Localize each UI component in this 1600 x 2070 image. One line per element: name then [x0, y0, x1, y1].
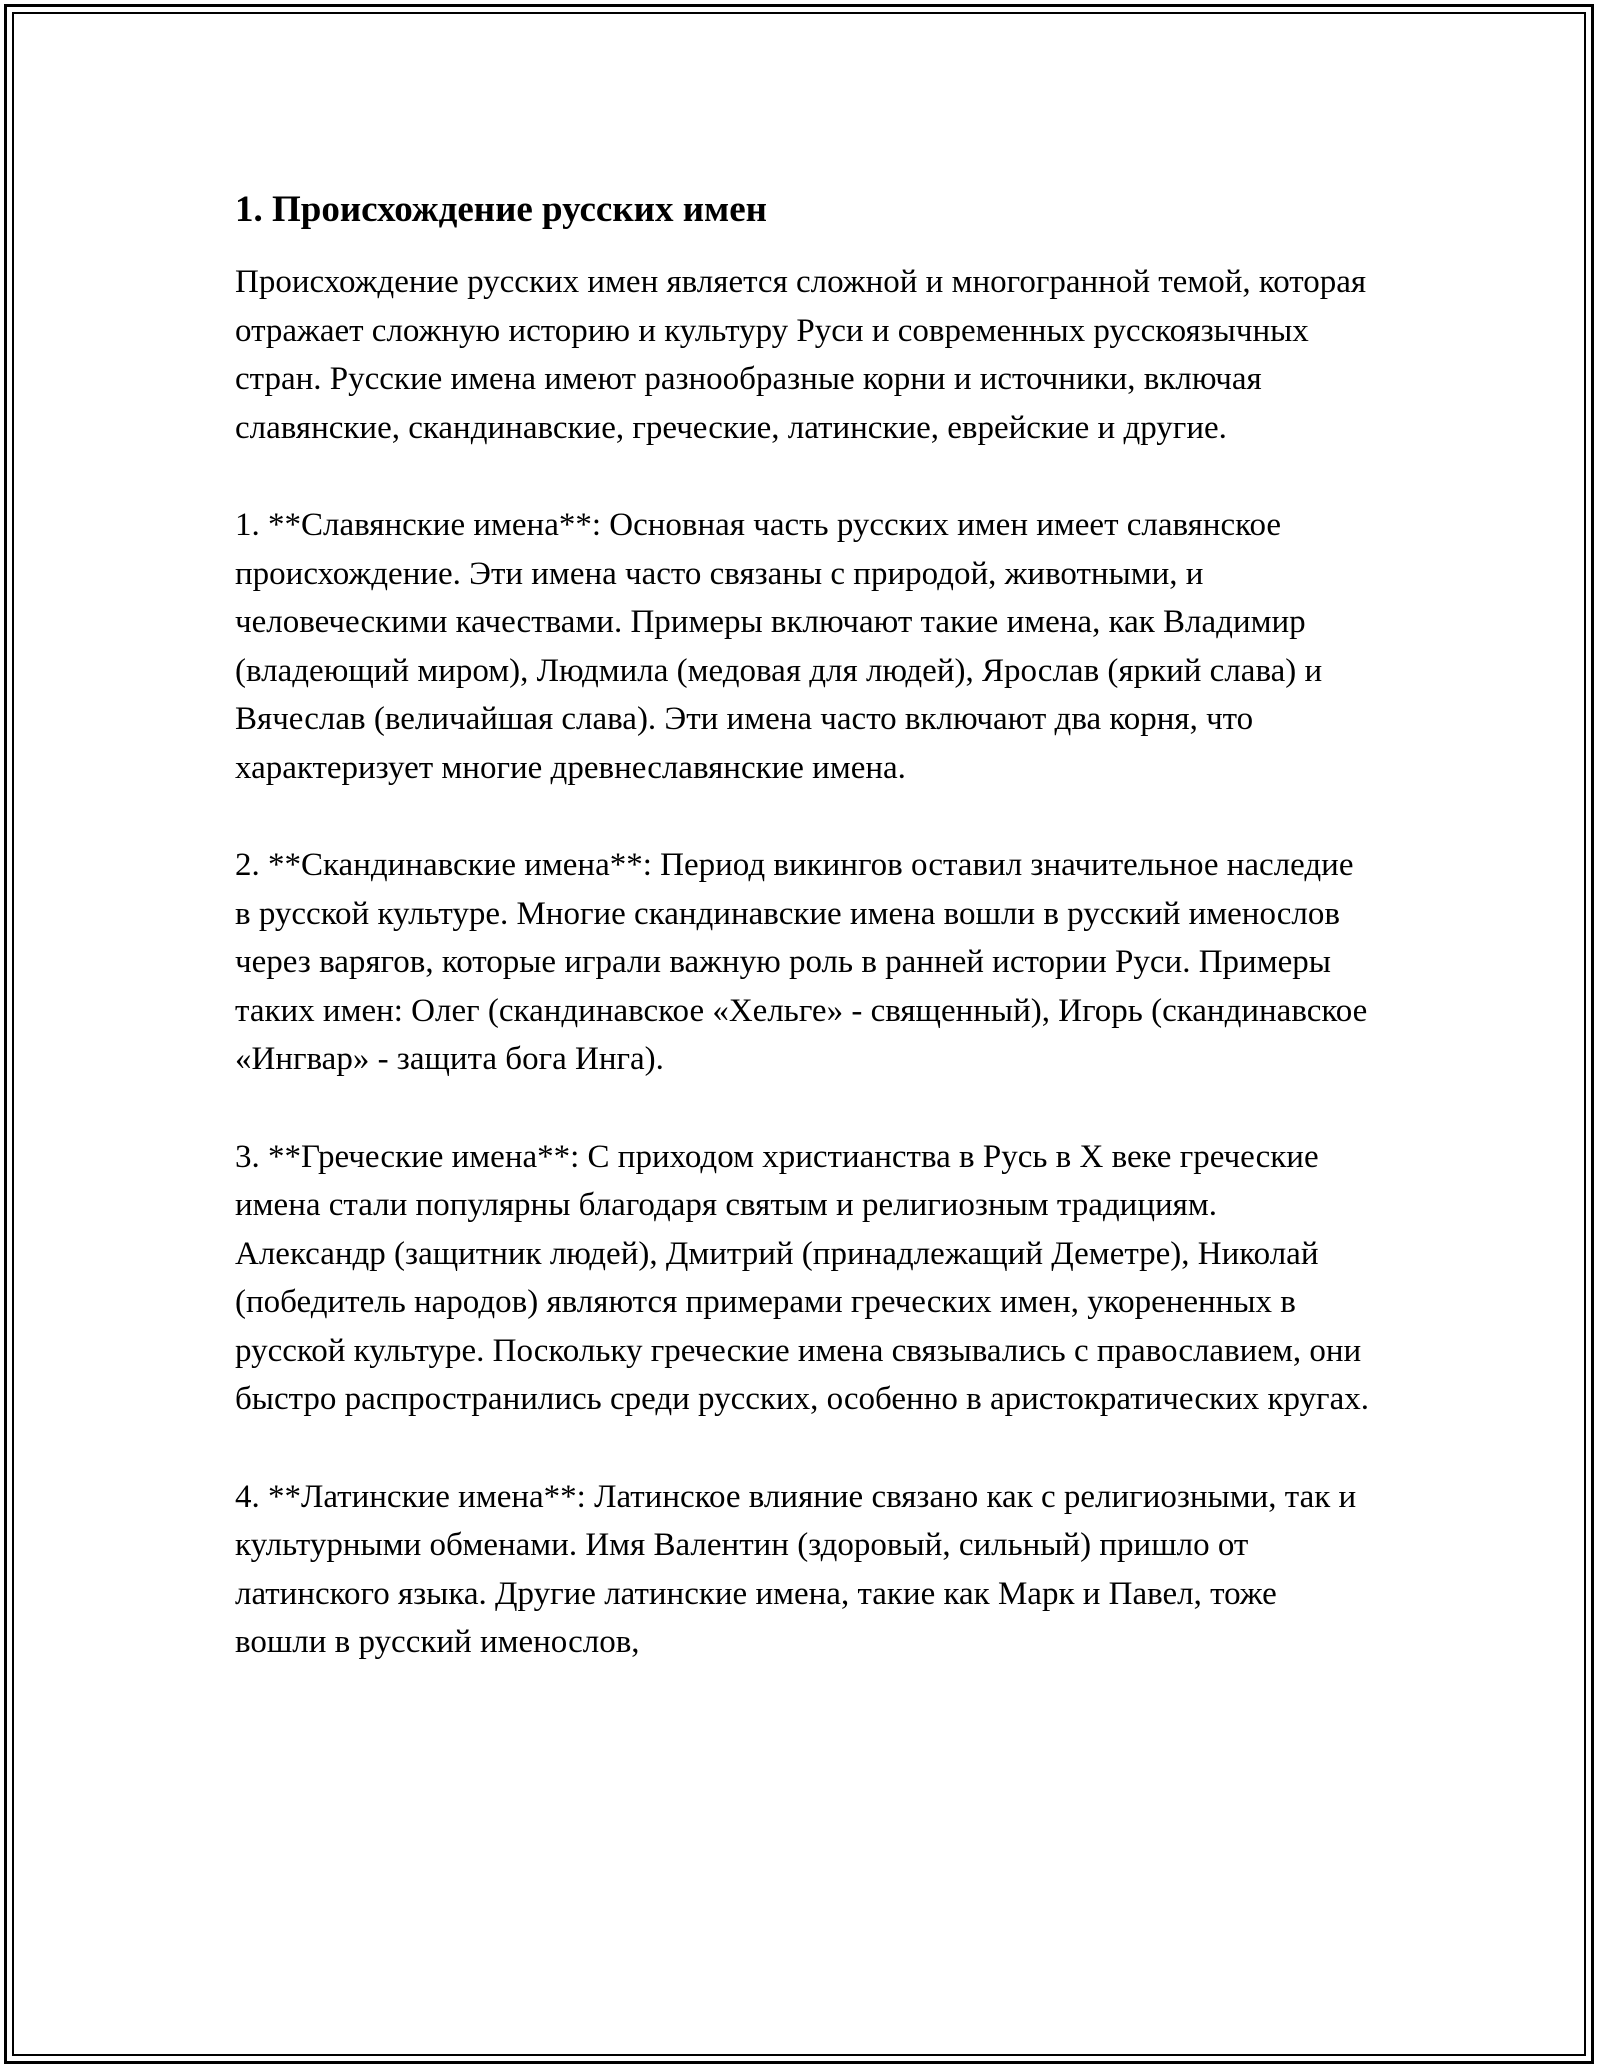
slavic-names-paragraph: 1. **Славянские имена**: Основная часть русских имен имеет славянское происхождение. Эти имена часто связаны с природой, животными, и человеческими качествами. Примеры включают такие имена, как Владимир (владеющий миром), Людмила (медовая для людей), Ярослав (яркий слава) и Вячеслав (величайшая слава). Эти имена часто включают два корня, что характеризует многие древнеславянские имена.	[235, 507, 1323, 786]
section-heading: 1. Происхождение русских имен	[235, 189, 768, 230]
latin-names-paragraph: 4. **Латинские имена**: Латинское влияние связано как с религиозными, так и культурными обменами. Имя Валентин (здоровый, сильный) пришло от латинского языка. Другие латинские имена, такие как Марк и Павел, тоже вошли в русский именослов,	[235, 1478, 1357, 1660]
document-body	[235, 186, 1375, 1667]
intro-paragraph: Происхождение русских имен является сложной и многогранной темой, которая отражает сложную историю и культуру Руси и современных русскоязычных стран. Русские имена имеют разнообразные корни и источники, включая славянские, скандинавские, греческие, латинские, еврейские и другие.	[235, 264, 1367, 446]
greek-names-paragraph: 3. **Греческие имена**: С приходом христианства в Русь в X веке греческие имена стали популярны благодаря святым и религиозным традициям. Александр (защитник людей), Дмитрий (принадлежащий Деметре), Николай (победитель народов) являются примерами греческих имен, укорененных в русской культуре. Поскольку греческие имена связывались с православием, они быстро распространились среди русских, особенно в аристократических кругах.	[235, 1138, 1369, 1417]
scandinavian-names-paragraph: 2. **Скандинавские имена**: Период викингов оставил значительное наследие в русской культуре. Многие скандинавские имена вошли в русский именослов через варягов, которые играли важную роль в ранней истории Руси. Примеры таких имен: Олег (скандинавское «Хельге» - священный), Игорь (скандинавское «Ингвар» - защита бога Инга).	[235, 847, 1368, 1077]
